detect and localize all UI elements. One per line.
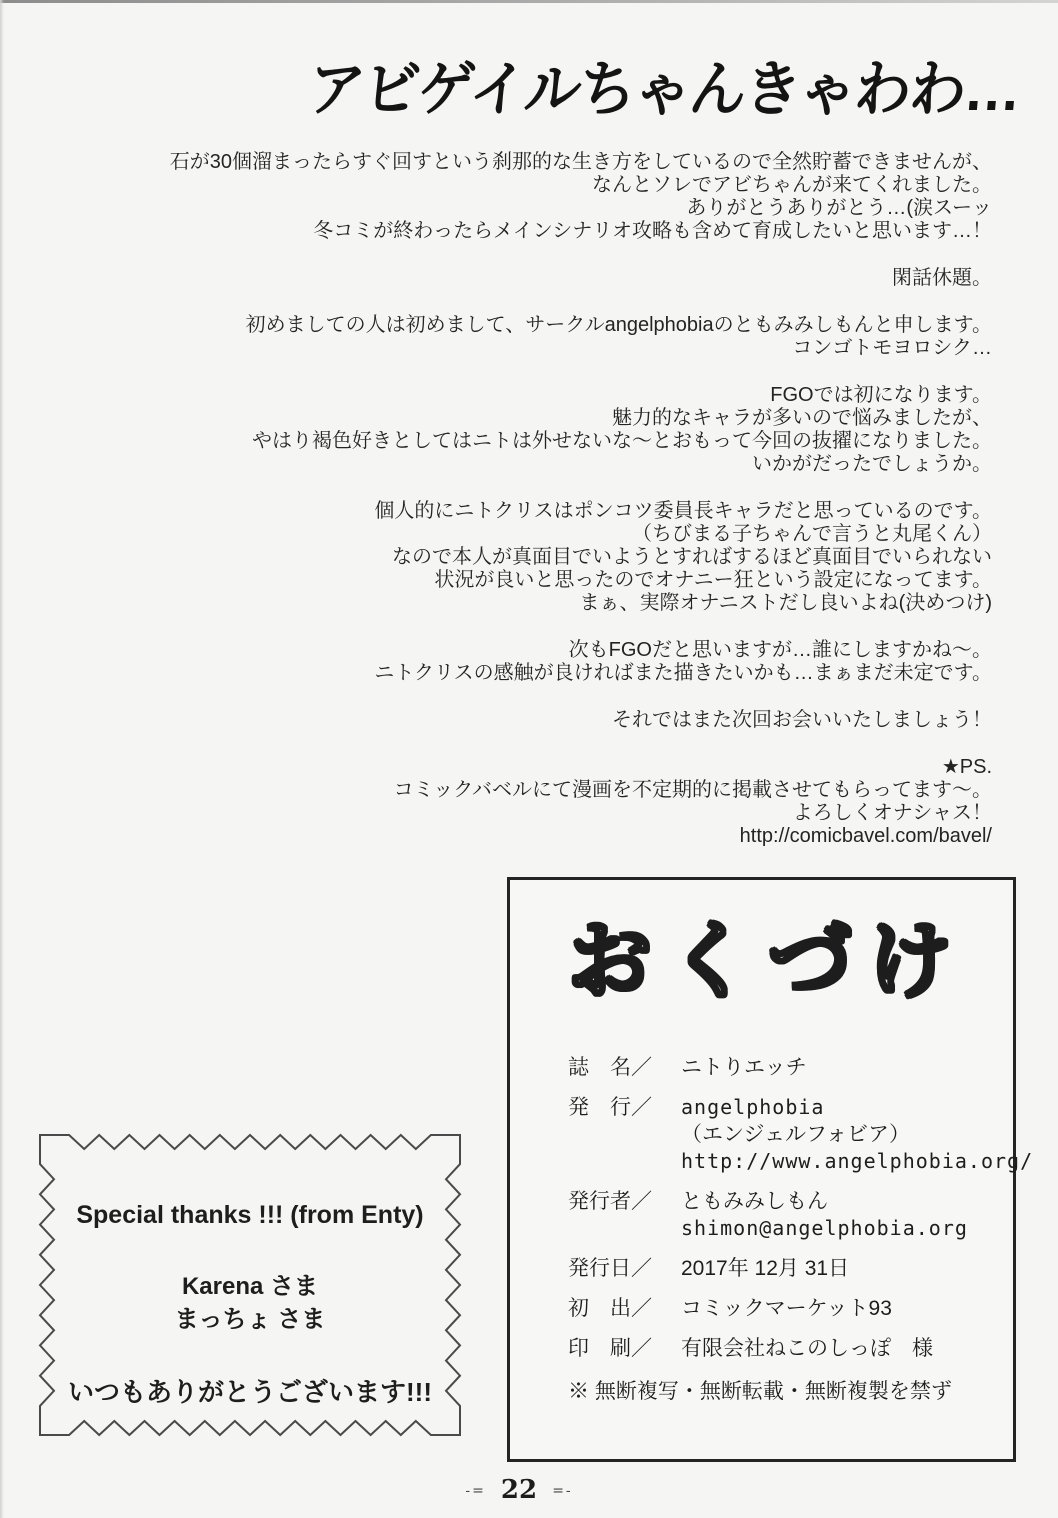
afterword-line: なので本人が真面目でいようとすればするほど真面目でいられない [392, 546, 992, 568]
afterword-line: 状況が良いと思ったのでオナニー狂という設定になってます。 [434, 569, 992, 591]
circle-name: angelphobia [681, 1095, 825, 1119]
author-email: shimon@angelphobia.org [681, 1216, 968, 1240]
afterword-line: 石が30個溜まったらすぐ回すという刹那的な生き方をしているので全然貯蓄できませんが、 [169, 151, 992, 173]
afterword-line: ニトクリスの感触が良ければまた描きたいかも…まぁまだ未定です。 [374, 662, 992, 684]
afterword-line: コミックバベルにて漫画を不定期的に掲載させてもらってます～。 [393, 779, 992, 801]
page-number-deco-right: =- [552, 1483, 573, 1499]
colophon-label: 発 行／ [568, 1096, 652, 1119]
afterword-line: 魅力的なキャラが多いので悩みましたが、 [612, 407, 992, 429]
scan-edge-left [0, 0, 4, 1518]
author-name: ともみみしもん [681, 1190, 828, 1213]
afterword-line: 閑話休題。 [892, 267, 992, 289]
colophon-label: 発行日／ [568, 1257, 652, 1280]
afterword-line: なんとソレでアビちゃんが来てくれました。 [592, 174, 992, 196]
colophon-label: 誌 名／ [568, 1056, 652, 1079]
afterword-line: ありがとうありがとう…(涙スーッ [686, 197, 992, 219]
colophon-label: 発行者／ [568, 1190, 652, 1213]
afterword-line: 冬コミが終わったらメインシナリオ攻略も含めて育成したいと思います…！ [313, 220, 992, 242]
page-number [0, 1475, 1038, 1505]
circle-url: http://www.angelphobia.org/ [681, 1149, 1034, 1173]
colophon-row-event [568, 1295, 989, 1322]
scan-edge-top [0, 0, 1058, 3]
book-title-value: ニトりエッチ [681, 1056, 807, 1079]
first-published-event: コミックマーケット93 [681, 1297, 892, 1320]
afterword-line: FGOでは初になります。 [770, 384, 992, 406]
afterword-line: ★PS. [941, 756, 992, 778]
special-thanks-closing: いつもありがとうございます!!! [68, 1377, 432, 1407]
colophon-row-publisher [568, 1094, 1034, 1175]
afterword-text [36, 127, 992, 911]
printer-name: 有限会社ねこのしっぽ 様 [681, 1337, 933, 1360]
colophon-row-author [568, 1188, 989, 1242]
colophon-title: おくづけ [568, 914, 969, 1008]
page-number-value: 22 [500, 1475, 538, 1505]
special-thanks-content [36, 1131, 464, 1439]
afterword-line: それではまた次回お会いいたしましょう！ [612, 709, 992, 731]
special-thanks-heading: Special thanks !!! (from Enty) [76, 1201, 424, 1229]
thanks-name: まっちょ さま [174, 1306, 326, 1333]
afterword-line comicbavel-url: http://comicbavel.com/bavel/ [739, 825, 992, 847]
colophon-box [507, 877, 1034, 1462]
colophon-row-title [568, 1054, 989, 1081]
publish-date: 2017年 12月 31日 [681, 1257, 850, 1280]
colophon-label: 初 出／ [568, 1297, 652, 1320]
colophon-label: 印 刷／ [568, 1337, 652, 1360]
afterword-line: やはり褐色好きとしてはニトは外せないな～とおもって今回の抜擢になりました。 [252, 430, 992, 452]
colophon-row-date [568, 1255, 989, 1282]
afterword-line: いかがだったでしょうか。 [752, 453, 992, 475]
circle-name-kana: （エンジェルフォビア） [681, 1123, 911, 1146]
afterword-line: コンゴトモヨロシク… [792, 337, 992, 359]
special-thanks-box [36, 1131, 464, 1439]
afterword-line: 初めましての人は初めまして、サークルangelphobiaのともみみしもんと申します。 [245, 314, 992, 336]
afterword-line: まぁ、実際オナニストだし良いよね(決めつけ) [579, 592, 992, 614]
afterword-line: （ちびまる子ちゃんで言うと丸尾くん） [632, 523, 992, 545]
afterword-line: 次もFGOだと思いますが…誰にしますかね～。 [568, 639, 992, 661]
afterword-line: 個人的にニトクリスはポンコツ委員長キャラだと思っているのです。 [374, 500, 992, 522]
thanks-name: Karena さま [181, 1273, 319, 1300]
copyright-notice: ※ 無断複写・無断転載・無断複製を禁ず [568, 1380, 952, 1403]
afterword-line: よろしくオナシャス！ [792, 802, 992, 824]
colophon-row-printer [568, 1335, 989, 1362]
page-title: アビゲイルちゃんきゃわわ… [305, 55, 1023, 124]
page-number-deco-left: -= [465, 1483, 486, 1499]
